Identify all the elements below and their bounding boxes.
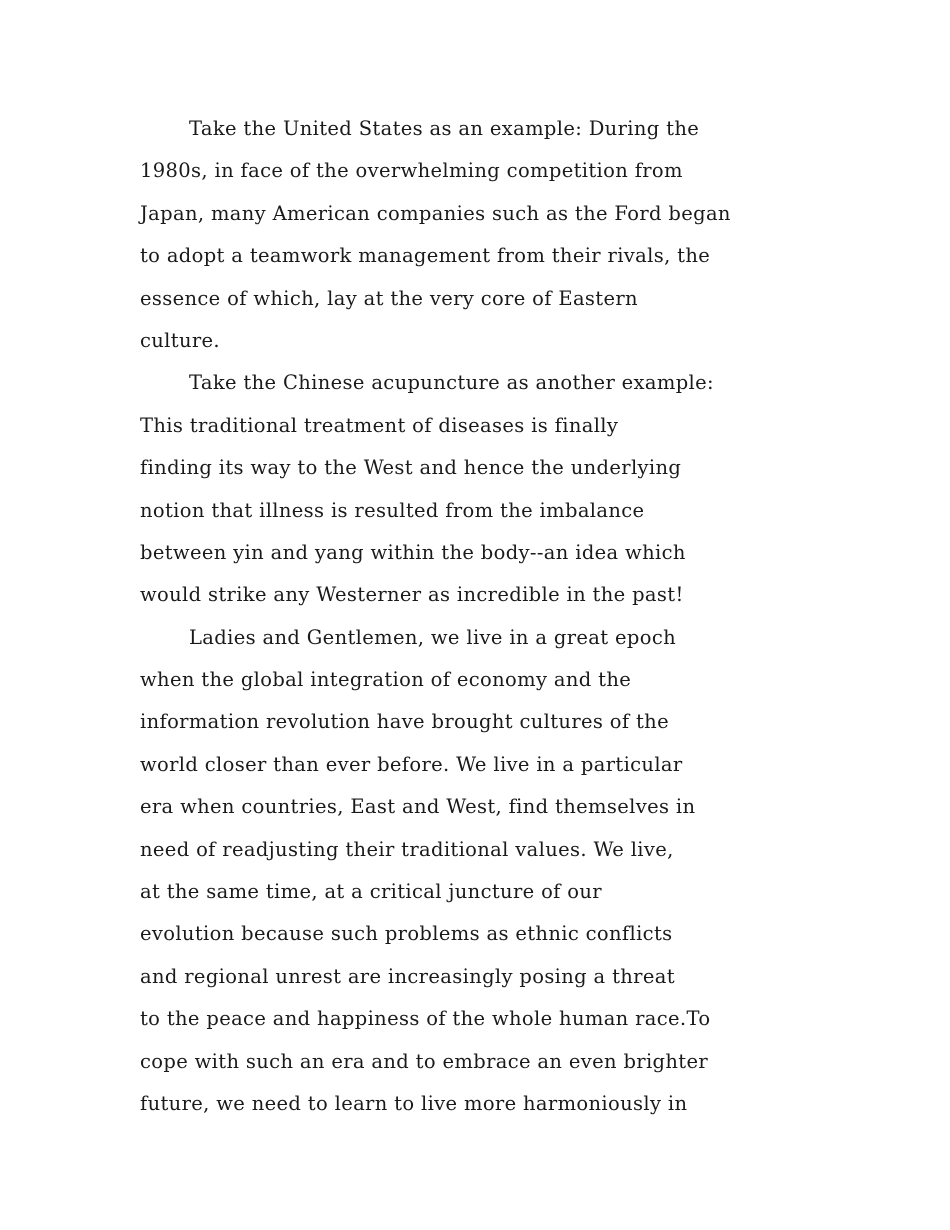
text-line: essence of which, lay at the very core of Eastern bbox=[140, 286, 638, 310]
text-line: Japan, many American companies such as the Ford began bbox=[140, 201, 731, 225]
text-line: to adopt a teamwork management from their rivals, the bbox=[140, 244, 711, 268]
text-line: information revolution have brought cultures of the bbox=[140, 710, 669, 734]
text-line: Take the United States as an example: During the bbox=[189, 117, 700, 140]
text-line: at the same time, at a critical juncture of our bbox=[140, 880, 602, 904]
text-line: world closer than ever before. We live in a particular bbox=[140, 752, 683, 776]
text-line: cope with such an era and to embrace an even brighter bbox=[140, 1049, 709, 1073]
text-line: and regional unrest are increasingly posing a threat bbox=[140, 964, 675, 988]
text-line: evolution because such problems as ethnic conflicts bbox=[140, 922, 673, 946]
paragraph-united-states bbox=[140, 108, 830, 362]
text-line: Ladies and Gentlemen, we live in a great epoch bbox=[189, 625, 677, 649]
text-line: future, we need to learn to live more harmoniously in bbox=[140, 1091, 688, 1115]
document-body bbox=[140, 108, 830, 1125]
text-line: This traditional treatment of diseases is finally bbox=[140, 413, 619, 437]
paragraph-great-epoch bbox=[140, 617, 830, 1126]
text-line: would strike any Westerner as incredible in the past! bbox=[140, 583, 684, 607]
paragraph-acupuncture bbox=[140, 362, 830, 616]
text-line: need of readjusting their traditional values. We live, bbox=[140, 837, 674, 861]
text-line: 1980s, in face of the overwhelming competition from bbox=[140, 159, 683, 183]
text-line: era when countries, East and West, find themselves in bbox=[140, 795, 696, 819]
text-line: culture. bbox=[140, 328, 220, 352]
text-line: between yin and yang within the body--an idea which bbox=[140, 540, 686, 564]
text-line: finding its way to the West and hence the underlying bbox=[140, 456, 682, 480]
text-line: notion that illness is resulted from the imbalance bbox=[140, 498, 645, 522]
text-line: when the global integration of economy and the bbox=[140, 668, 632, 692]
text-line: to the peace and happiness of the whole human race.To bbox=[140, 1007, 711, 1031]
text-line: Take the Chinese acupuncture as another example: bbox=[189, 371, 714, 395]
